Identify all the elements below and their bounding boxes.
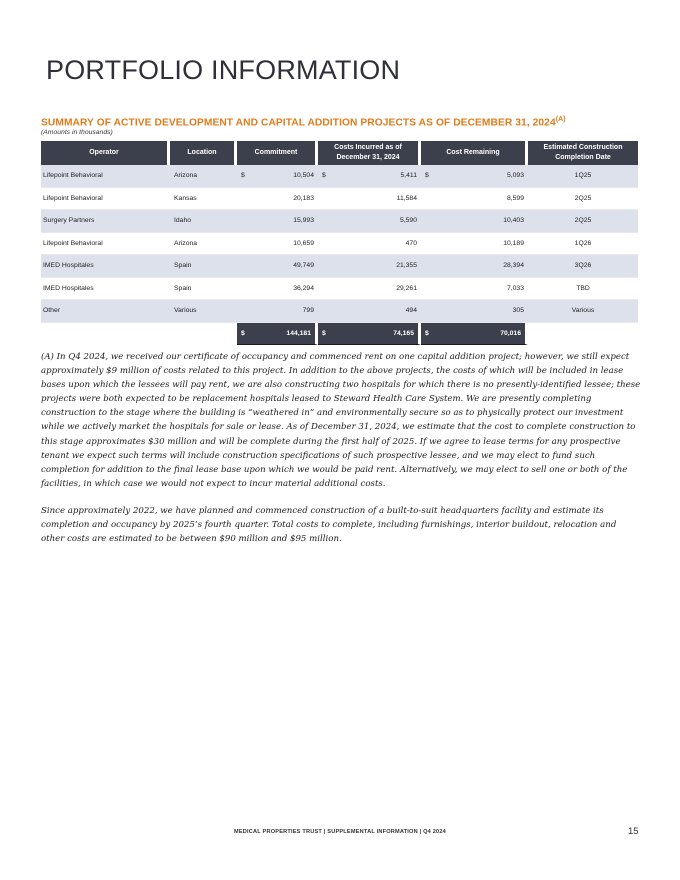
cell-incurred-value: 5,411 bbox=[400, 172, 417, 180]
page-number: 15 bbox=[628, 826, 639, 837]
cell-commitment: 10,659 bbox=[237, 233, 318, 256]
cell-location: Arizona bbox=[170, 165, 237, 188]
projects-table bbox=[41, 141, 638, 345]
page-title: PORTFOLIO INFORMATION bbox=[46, 55, 401, 85]
cell-operator: Other bbox=[41, 300, 170, 323]
cell-commitment: 20,183 bbox=[237, 188, 318, 211]
cell-completion-date: 1Q25 bbox=[528, 165, 638, 188]
cell-incurred: 11,584 bbox=[318, 188, 421, 211]
headquarters-note: Since approximately 2022, we have planned and commenced construction of a built-to-suit headquarters facility and estimate its completion and occupancy by 2025’s fourth quarter. Total costs to complete, including furnishings, interior buildout, relocation and other costs are estimated to be between $90 million and $95 million. bbox=[41, 505, 617, 545]
cell-incurred: 494 bbox=[318, 300, 421, 323]
table-row bbox=[41, 233, 638, 256]
total-incurred bbox=[318, 323, 421, 346]
currency-symbol: $ bbox=[241, 172, 245, 180]
currency-symbol: $ bbox=[425, 329, 429, 337]
total-remaining bbox=[421, 323, 528, 346]
cell-completion-date: Various bbox=[528, 300, 638, 323]
totals-spacer bbox=[41, 323, 170, 346]
cell-location: Arizona bbox=[170, 233, 237, 256]
table-row bbox=[41, 300, 638, 323]
cell-incurred: 29,261 bbox=[318, 278, 421, 301]
table-row bbox=[41, 188, 638, 211]
currency-symbol: $ bbox=[322, 329, 326, 337]
cell-commitment: 15,993 bbox=[237, 210, 318, 233]
cell-location: Spain bbox=[170, 278, 237, 301]
currency-symbol: $ bbox=[241, 329, 245, 337]
cell-remaining: 8,599 bbox=[421, 188, 528, 211]
cell-operator: IMED Hospitales bbox=[41, 278, 170, 301]
table-subtitle bbox=[41, 116, 566, 128]
cell-operator: Lifepoint Behavioral bbox=[41, 233, 170, 256]
header-completion-line1: Estimated Construction bbox=[543, 144, 623, 151]
cell-remaining bbox=[421, 165, 528, 188]
header-costs-incurred bbox=[318, 141, 421, 165]
cell-location: Idaho bbox=[170, 210, 237, 233]
cell-operator: Lifepoint Behavioral bbox=[41, 188, 170, 211]
cell-operator: Surgery Partners bbox=[41, 210, 170, 233]
subtitle-text: SUMMARY OF ACTIVE DEVELOPMENT AND CAPITAL ADDITION PROJECTS AS OF DECEMBER 31, 2024 bbox=[41, 117, 556, 129]
total-commitment bbox=[237, 323, 318, 346]
currency-symbol: $ bbox=[425, 172, 429, 180]
header-commitment: Commitment bbox=[237, 141, 318, 165]
cell-operator: Lifepoint Behavioral bbox=[41, 165, 170, 188]
header-cost-remaining: Cost Remaining bbox=[421, 141, 528, 165]
total-commitment-value: 144,181 bbox=[286, 329, 311, 337]
totals-spacer bbox=[170, 323, 237, 346]
header-costs-incurred-line1: Costs Incurred as of bbox=[334, 144, 402, 151]
cell-completion-date: 1Q26 bbox=[528, 233, 638, 256]
table-row bbox=[41, 165, 638, 188]
cell-remaining-value: 5,093 bbox=[506, 172, 524, 180]
cell-completion-date: 2Q25 bbox=[528, 210, 638, 233]
notes-section bbox=[41, 350, 641, 559]
header-location: Location bbox=[170, 141, 237, 165]
cell-location: Spain bbox=[170, 255, 237, 278]
page-footer: MEDICAL PROPERTIES TRUST | SUPPLEMENTAL INFORMATION | Q4 2024 bbox=[234, 829, 446, 835]
header-completion-line2: Completion Date bbox=[555, 154, 611, 161]
header-costs-incurred-line2: December 31, 2024 bbox=[336, 154, 400, 161]
total-incurred-value: 74,165 bbox=[393, 329, 414, 337]
cell-completion-date: 3Q26 bbox=[528, 255, 638, 278]
total-remaining-value: 70,016 bbox=[500, 329, 521, 337]
totals-spacer bbox=[528, 323, 638, 346]
cell-completion-date: 2Q25 bbox=[528, 188, 638, 211]
cell-commitment: 799 bbox=[237, 300, 318, 323]
cell-remaining: 10,189 bbox=[421, 233, 528, 256]
table-row bbox=[41, 278, 638, 301]
cell-remaining: 305 bbox=[421, 300, 528, 323]
table-row bbox=[41, 255, 638, 278]
totals-row bbox=[41, 323, 638, 346]
cell-completion-date: TBD bbox=[528, 278, 638, 301]
cell-operator: IMED Hospitales bbox=[41, 255, 170, 278]
cell-remaining: 7,033 bbox=[421, 278, 528, 301]
subtitle-footnote-marker: (A) bbox=[555, 116, 566, 123]
cell-commitment-value: 10,504 bbox=[293, 172, 314, 180]
cell-location: Various bbox=[170, 300, 237, 323]
units-note: (Amounts in thousands) bbox=[41, 129, 113, 136]
cell-commitment bbox=[237, 165, 318, 188]
table-header-row bbox=[41, 141, 638, 165]
currency-symbol: $ bbox=[322, 172, 326, 180]
cell-incurred bbox=[318, 165, 421, 188]
cell-remaining: 28,394 bbox=[421, 255, 528, 278]
cell-incurred: 470 bbox=[318, 233, 421, 256]
cell-incurred: 5,590 bbox=[318, 210, 421, 233]
cell-location: Kansas bbox=[170, 188, 237, 211]
header-completion-date bbox=[528, 141, 638, 165]
footnote-a: (A) In Q4 2024, we received our certificate of occupancy and commenced rent on one capital addition project; however, we still expect approximately $9 million of costs related to this project. In addition to the above projects, the costs of which will be included in lease bases upon which the lessees will pay rent, we are also constructing two hospitals for which there is no presently-identified lessee; these projects were both expected to be replacement hospitals leased to Steward Health Care System. We are presently completing construction to the stage where the building is “weathered in” and environmentally secure so as to physically protect our investment while we actively market the hospitals for sale or lease. As of December 31, 2024, we estimate that the cost to complete construction to this stage approximates $30 million and will be complete during the first half of 2025. If we agree to lease terms for any prospective tenant we expect such terms will include construction specifications of such prospective lessee, and we may elect to fund such completion for addition to the final lease base upon which we would be paid rent. Alternatively, we may elect to sell one or both of the facilities, in which case we would not expect to incur material additional costs. bbox=[41, 352, 641, 489]
cell-commitment: 49,749 bbox=[237, 255, 318, 278]
cell-remaining: 10,403 bbox=[421, 210, 528, 233]
header-operator: Operator bbox=[41, 141, 170, 165]
cell-commitment: 36,294 bbox=[237, 278, 318, 301]
cell-incurred: 21,355 bbox=[318, 255, 421, 278]
table-row bbox=[41, 210, 638, 233]
